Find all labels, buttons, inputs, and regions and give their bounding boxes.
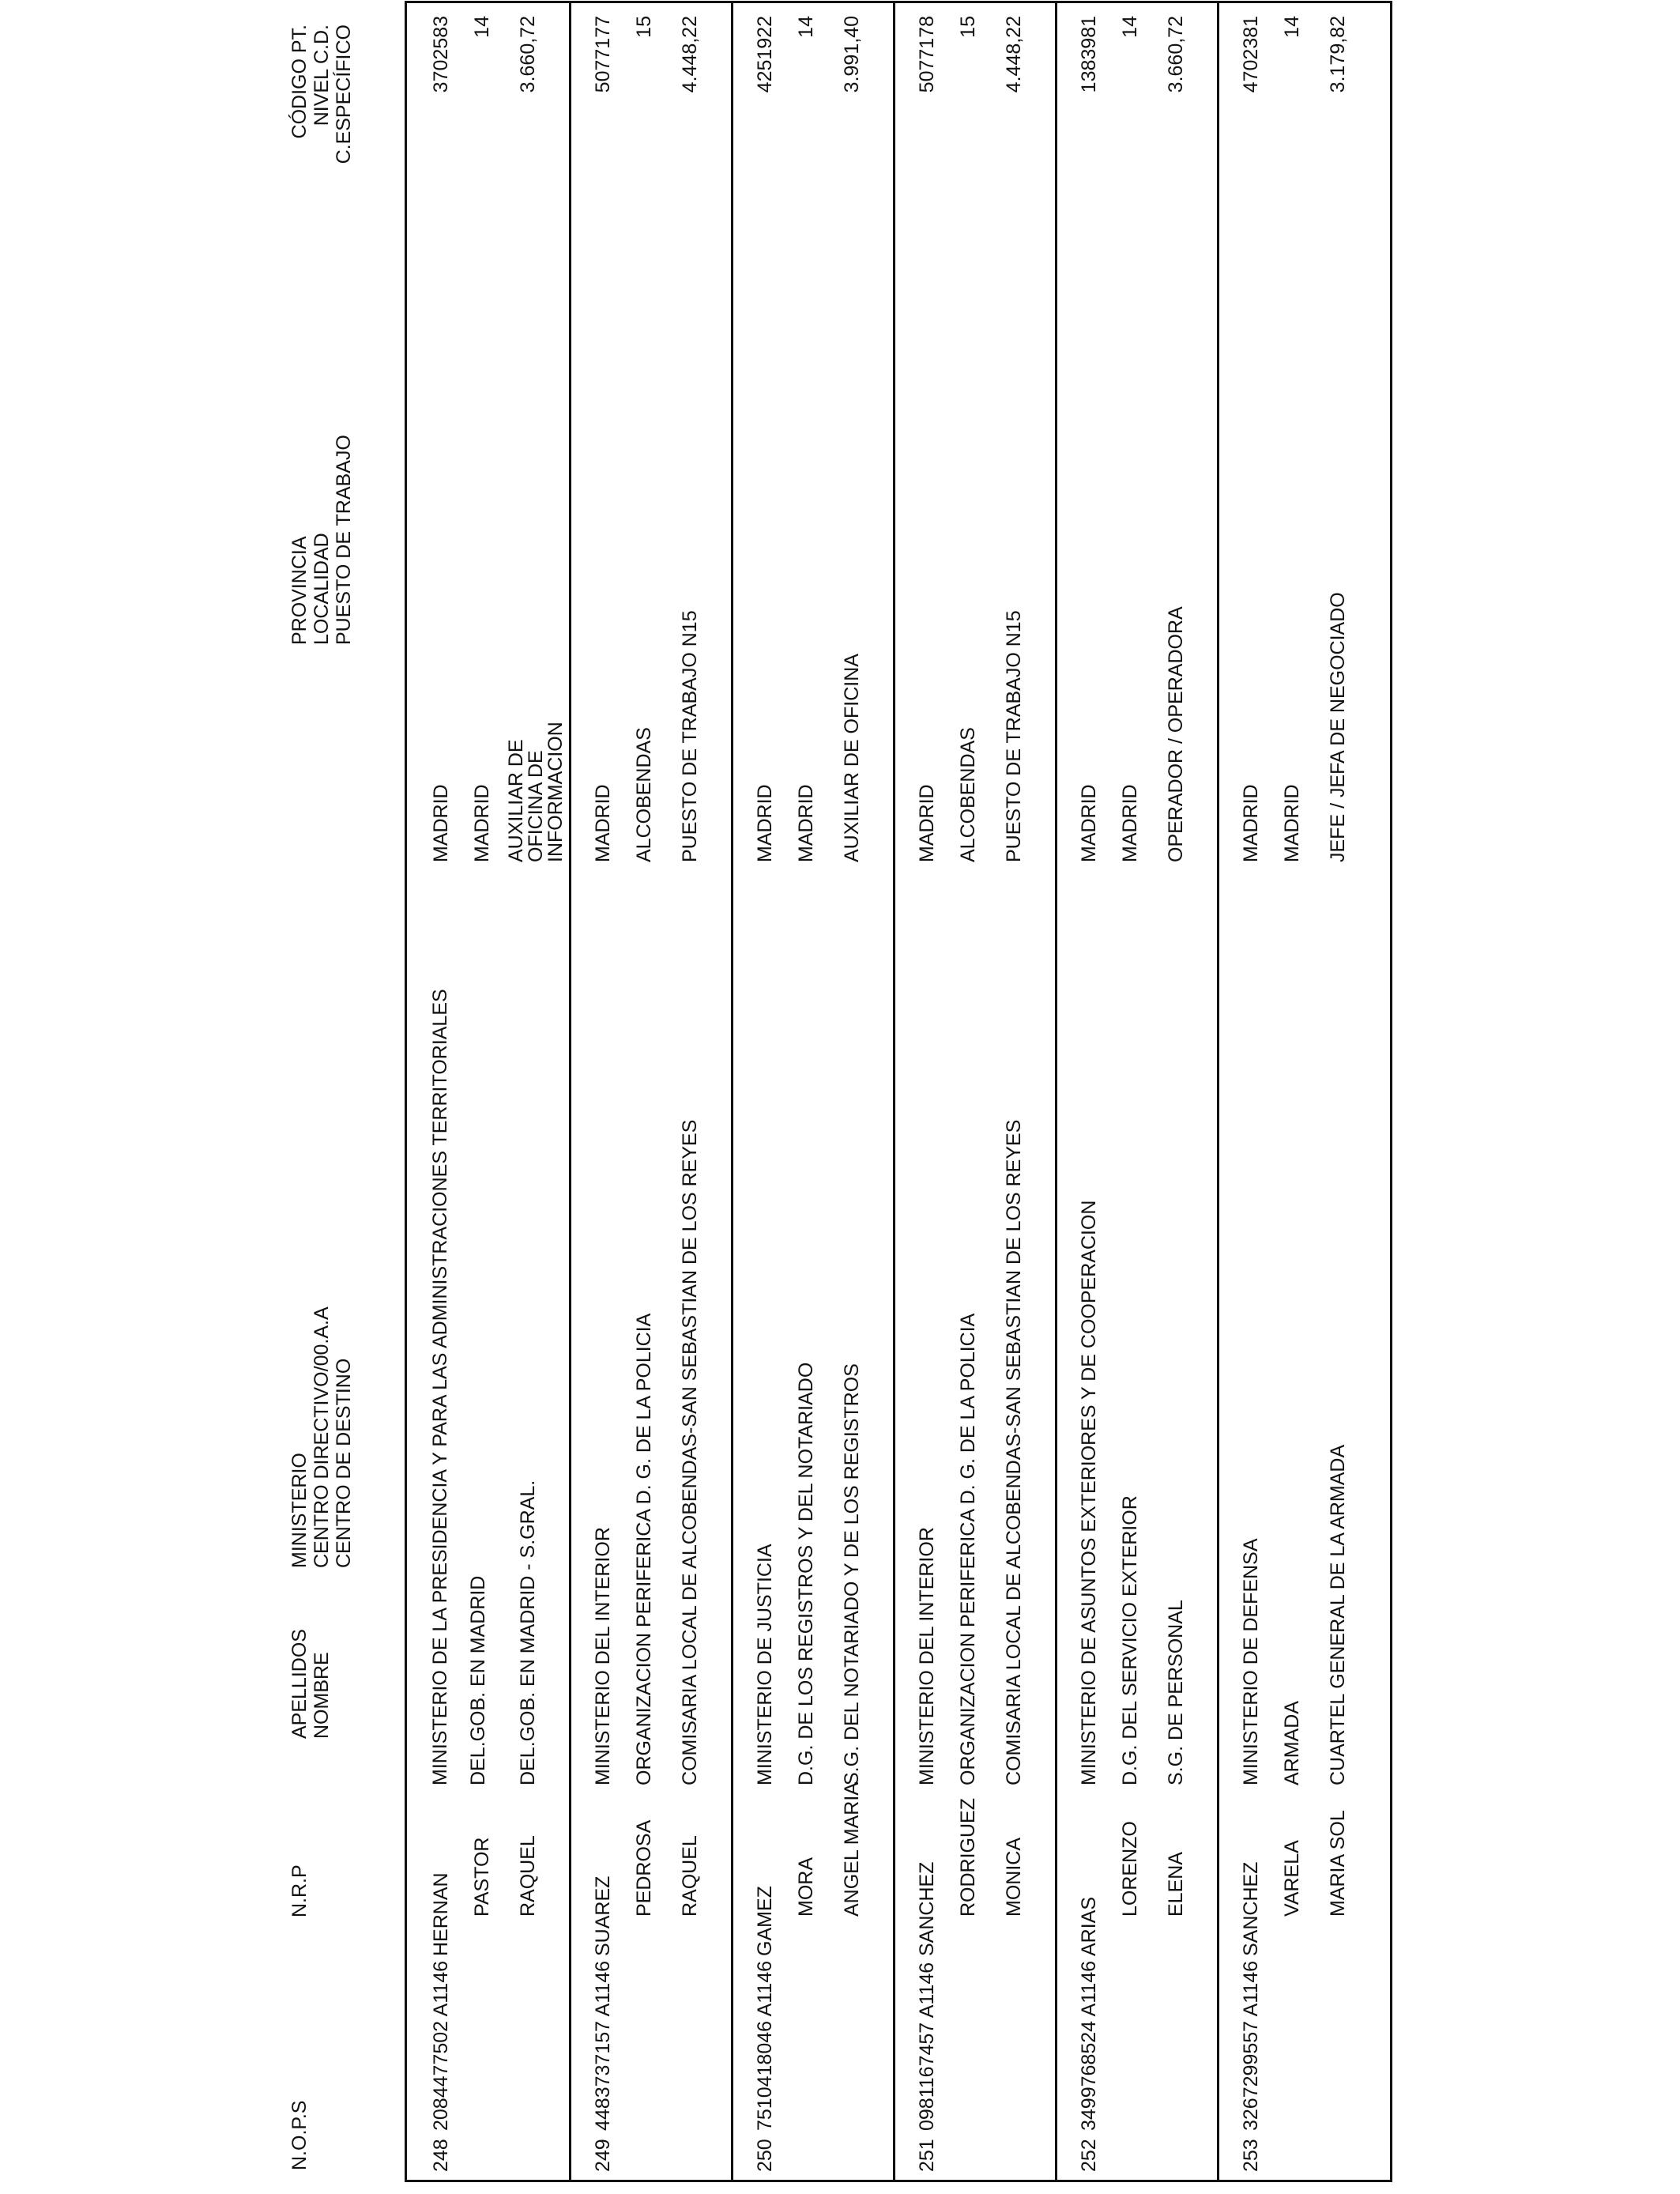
header-localidad-label: LOCALIDAD [311, 533, 333, 645]
centro-destino-cell: CUARTEL GENERAL DE LA ARMADA [1327, 1444, 1349, 1785]
name-cell: RAQUEL [679, 1835, 701, 1917]
header-apellidos-label: APELLIDOS [288, 1629, 311, 1739]
nops-cell: 253 [1240, 2139, 1262, 2172]
table-row [407, 3, 569, 2180]
nivel-cell: 14 [795, 16, 817, 38]
nrp-cell: 4483737157 A1146 [592, 1960, 614, 2131]
header-centro-directivo-label: CENTRO DIRECTIVO/00.A.A [311, 1306, 333, 1568]
header-apellidos [288, 1629, 333, 1739]
centro-destino-cell: S.G. DEL NOTARIADO Y DE LOS REGISTROS [841, 1363, 863, 1785]
first-surname-cell: ARIAS [1078, 1896, 1100, 1956]
header-nrp [288, 1864, 311, 1917]
provincia-cell: MADRID [1240, 784, 1262, 862]
localidad-cell: ALCOBENDAS [957, 727, 979, 862]
ministerio-cell: MINISTERIO DE LA PRESIDENCIA Y PARA LAS ADMINISTRACIONES TERRITORIALES [429, 989, 451, 1785]
codigo-cell: 3702583 [430, 16, 452, 93]
nops-cell: 250 [754, 2139, 776, 2172]
puesto-cell: OPERADOR / OPERADORA [1165, 606, 1187, 862]
second-surname-cell: RODRIGUEZ [957, 1798, 979, 1917]
header-puesto-label: PUESTO DE TRABAJO [333, 435, 355, 645]
nrp-cell: 2084477502 A1146 [430, 1960, 452, 2131]
name-cell: MARIA SOL [1327, 1810, 1349, 1917]
centro-directivo-cell: D.G. DE LOS REGISTROS Y DEL NOTARIADO [795, 1362, 817, 1785]
first-surname-cell: GAMEZ [754, 1886, 776, 1956]
especifico-cell: 3.660,72 [517, 16, 539, 93]
codigo-cell: 5077178 [916, 16, 938, 93]
nops-cell: 249 [592, 2139, 614, 2172]
codigo-cell: 1383981 [1078, 16, 1100, 93]
puesto-cell: PUESTO DE TRABAJO N15 [1003, 610, 1025, 862]
header-codigo [288, 25, 355, 171]
header-provincia-label: PROVINCIA [288, 536, 311, 645]
nrp-cell: 0981167457 A1146 [916, 1962, 938, 2131]
second-surname-cell: PASTOR [471, 1837, 493, 1917]
nivel-cell: 14 [471, 16, 493, 38]
localidad-cell: MADRID [795, 784, 817, 862]
centro-directivo-cell: ARMADA [1281, 1701, 1303, 1785]
centro-destino-cell: S.G. DE PERSONAL [1165, 1600, 1187, 1785]
nrp-cell: 7510418046 A1146 [754, 1960, 776, 2131]
puesto-cell: AUXILIAR DE OFICINA [841, 654, 863, 862]
centro-destino-cell: COMISARIA LOCAL DE ALCOBENDAS-SAN SEBASTIAN DE LOS REYES [679, 1119, 701, 1785]
puesto-cell: PUESTO DE TRABAJO N15 [679, 610, 701, 862]
especifico-cell: 4.448,22 [679, 16, 701, 93]
header-provincia [288, 435, 355, 645]
ministerio-cell: MINISTERIO DE JUSTICIA [754, 1544, 776, 1785]
header-nrp-label: N.R.P [288, 1864, 311, 1917]
second-surname-cell: PEDROSA [633, 1819, 655, 1917]
header-codigo-label: CÓDIGO PT. [288, 25, 311, 139]
header-nombre-label: NOMBRE [311, 1652, 333, 1739]
centro-directivo-cell: ORGANIZACION PERIFERICA D. G. DE LA POLICIA [633, 1313, 655, 1785]
header-especifico-label: C.ESPECÍFICO [333, 25, 355, 164]
centro-directivo-cell: DEL.GOB. EN MADRID [467, 1575, 489, 1785]
nops-cell: 248 [430, 2139, 452, 2172]
ministerio-cell: MINISTERIO DEL INTERIOR [592, 1527, 614, 1785]
nops-cell: 251 [916, 2139, 938, 2172]
header-ministerio-label: MINISTERIO [288, 1453, 311, 1568]
name-cell: ANGEL MARIA [841, 1782, 863, 1917]
table-row [1055, 3, 1217, 2180]
codigo-cell: 4251922 [754, 16, 776, 93]
header-nops-label: N.O.P.S [288, 2100, 311, 2170]
localidad-cell: ALCOBENDAS [633, 727, 655, 862]
codigo-cell: 5077177 [592, 16, 614, 93]
puesto-cell: JEFE / JEFA DE NEGOCIADO [1327, 592, 1349, 862]
puesto-cell: AUXILIAR DE OFICINA DE INFORMACION [505, 722, 567, 862]
nrp-cell: 3499768524 A1146 [1078, 1960, 1100, 2131]
ministerio-cell: MINISTERIO DE DEFENSA [1240, 1538, 1262, 1785]
provincia-cell: MADRID [1078, 784, 1100, 862]
centro-directivo-cell: D.G. DEL SERVICIO EXTERIOR [1119, 1495, 1141, 1785]
centro-destino-cell: DEL.GOB. EN MADRID - S.GRAL. [517, 1480, 539, 1785]
especifico-cell: 3.991,40 [841, 16, 863, 93]
provincia-cell: MADRID [430, 784, 452, 862]
ministerio-cell: MINISTERIO DE ASUNTOS EXTERIORES Y DE COOPERACION [1078, 1200, 1100, 1785]
provincia-cell: MADRID [592, 784, 614, 862]
especifico-cell: 3.179,82 [1327, 16, 1349, 93]
nivel-cell: 14 [1281, 16, 1303, 38]
centro-destino-cell: COMISARIA LOCAL DE ALCOBENDAS-SAN SEBASTIAN DE LOS REYES [1003, 1119, 1025, 1785]
second-surname-cell: LORENZO [1119, 1821, 1141, 1917]
nrp-cell: 3267299557 A1146 [1240, 1960, 1262, 2131]
name-cell: RAQUEL [517, 1835, 539, 1917]
nivel-cell: 14 [1119, 16, 1141, 38]
nivel-cell: 15 [957, 16, 979, 38]
records-table [405, 1, 1392, 2182]
second-surname-cell: VARELA [1281, 1840, 1303, 1917]
name-cell: MONICA [1003, 1838, 1025, 1917]
localidad-cell: MADRID [1281, 784, 1303, 862]
first-surname-cell: HERNAN [430, 1872, 452, 1956]
codigo-cell: 4702381 [1240, 16, 1262, 93]
provincia-cell: MADRID [916, 784, 938, 862]
especifico-cell: 3.660,72 [1165, 16, 1187, 93]
header-nivel-label: NIVEL C.D. [311, 25, 333, 126]
header-centro-destino-label: CENTRO DE DESTINO [333, 1358, 355, 1568]
first-surname-cell: SANCHEZ [916, 1861, 938, 1956]
second-surname-cell: MORA [795, 1857, 817, 1917]
especifico-cell: 4.448,22 [1003, 16, 1025, 93]
provincia-cell: MADRID [754, 784, 776, 862]
first-surname-cell: SANCHEZ [1240, 1861, 1262, 1956]
localidad-cell: MADRID [1119, 784, 1141, 862]
table-row [569, 3, 731, 2180]
table-row [893, 3, 1055, 2180]
first-surname-cell: SUAREZ [592, 1875, 614, 1956]
table-row [1217, 3, 1379, 2180]
header-ministerio [288, 1306, 355, 1568]
nops-cell: 252 [1078, 2139, 1100, 2172]
name-cell: ELENA [1165, 1852, 1187, 1917]
header-nops [288, 2101, 311, 2170]
ministerio-cell: MINISTERIO DEL INTERIOR [916, 1527, 938, 1785]
nivel-cell: 15 [633, 16, 655, 38]
table-row [731, 3, 893, 2180]
centro-directivo-cell: ORGANIZACION PERIFERICA D. G. DE LA POLICIA [957, 1313, 979, 1785]
localidad-cell: MADRID [471, 784, 493, 862]
